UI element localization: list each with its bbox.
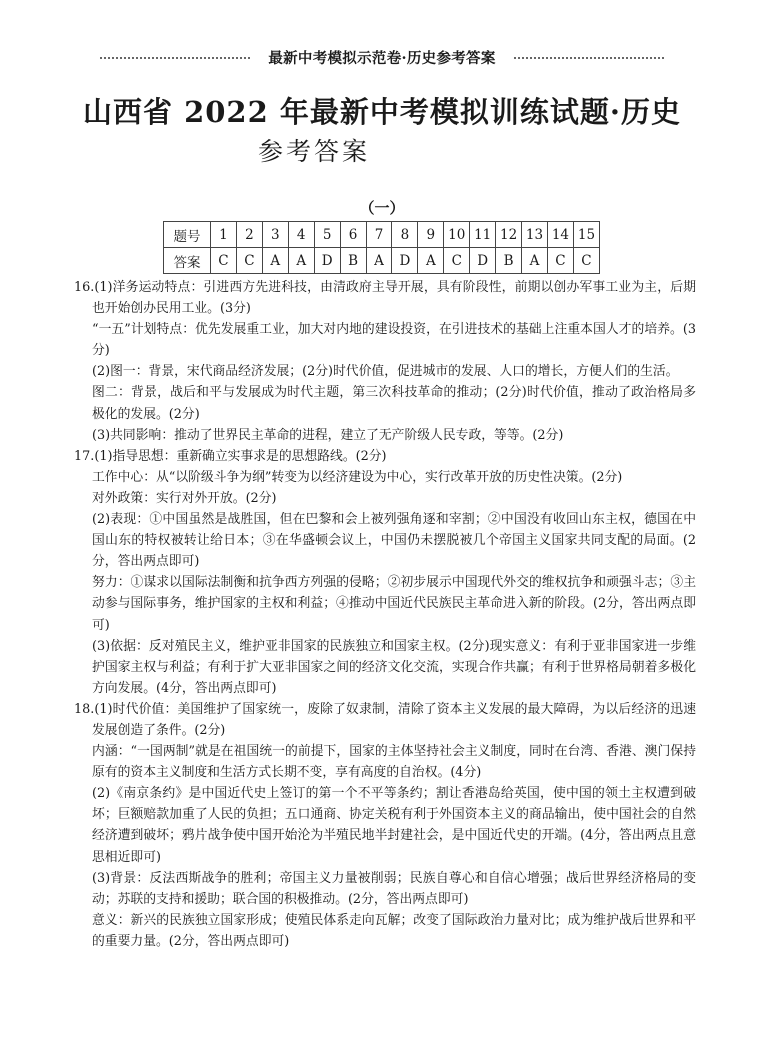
answer-cell: D: [314, 248, 340, 274]
answer-cell: C: [444, 248, 470, 274]
question-number-cell: 9: [418, 222, 444, 248]
answer-paragraph: “一五”计划特点：优先发展重工业，加大对内地的建设投资，在引进技术的基础上注重本国人才的培养。(3分): [92, 322, 696, 359]
question-number-cell: 7: [366, 222, 392, 248]
question-number-cell: 6: [340, 222, 366, 248]
answer-header: 答案: [164, 248, 211, 274]
question-number-cell: 15: [573, 222, 599, 248]
question-number-cell: 10: [444, 222, 470, 248]
answer-paragraph: 内涵：“一国两制”就是在祖国统一的前提下，国家的主体坚持社会主义制度，同时在台湾、香港、澳门保持原有的资本主义制度和生活方式长期不变，享有高度的自治权。(4分): [92, 744, 696, 781]
answer-cell: A: [522, 248, 548, 274]
page-subtitle: 参考答案: [258, 137, 371, 166]
answer-cell: A: [288, 248, 314, 274]
answer-cell: A: [262, 248, 288, 274]
header-dotted-rule-right: [514, 57, 664, 59]
answer-cell: A: [418, 248, 444, 274]
question-number-cell: 4: [288, 222, 314, 248]
answer-cell: A: [366, 248, 392, 274]
answer-paragraph: (2)《南京条约》是中国近代史上签订的第一个不平等条约；割让香港岛给英国，使中国的领土主权遭到破坏；巨额赔款加重了人民的负担；五口通商、协定关税有利于外国资本主义的商品输出，使中国社会的自然经济遭到破坏；鸦片战争使中国开始沦为半殖民地半封建社会，是中国近代史的开端。(4分，答出两点且意思相近即可): [92, 786, 696, 865]
answer-cell: B: [340, 248, 366, 274]
running-header-text: 最新中考模拟示范卷·历史参考答案: [268, 50, 496, 67]
answer-paragraph: (3)共同影响：推动了世界民主革命的进程，建立了无产阶级人民专政，等等。(2分): [92, 427, 564, 443]
answer-paragraph: 对外政策：实行对外开放。(2分): [92, 490, 277, 506]
running-header: [100, 44, 664, 70]
question-number-row: [164, 222, 600, 248]
answer-cell: C: [236, 248, 262, 274]
page-title: 山西省 2022 年最新中考模拟训练试题·历史: [82, 95, 681, 129]
question-number-cell: 11: [470, 222, 496, 248]
answer-cell: D: [392, 248, 418, 274]
question-number-header: 题号: [164, 222, 211, 248]
answer-paragraph: (2)表现：①中国虽然是战胜国，但在巴黎和会上被列强角逐和宰割；②中国没有收回山东主权，德国在中国山东的特权被转让给日本；③在华盛顿会议上，中国仍未摆脱被几个帝国主义国家共同支配的局面。(2分，答出两点即可): [92, 512, 696, 570]
question-number-cell: 14: [547, 222, 573, 248]
answer-paragraph: (2)图一：背景，宋代商品经济发展；(2分)时代价值，促进城市的发展、人口的增长，方便人们的生活。: [92, 364, 679, 380]
question-number-cell: 12: [496, 222, 522, 248]
answer-cell: C: [211, 248, 237, 274]
question-number-cell: 5: [314, 222, 340, 248]
question-number-cell: 13: [522, 222, 548, 248]
section-label: （一）: [359, 199, 405, 217]
question-18-part-1: 18.(1)时代价值：美国维护了国家统一，废除了奴隶制，清除了资本主义发展的最大障碍，为以后经济的迅速发展创造了条件。(2分): [74, 701, 696, 738]
answer-paragraph: 图二：背景，战后和平与发展成为时代主题，第三次科技革命的推动；(2分)时代价值，推动了政治格局多极化的发展。(2分): [92, 385, 696, 422]
answer-cell: C: [547, 248, 573, 274]
answer-paragraph: 工作中心：从“以阶级斗争为纲”转变为以经济建设为中心，实行改革开放的历史性决策。(2分): [92, 469, 623, 485]
question-16-part-1: 16.(1)洋务运动特点：引进西方先进科技，由清政府主导开展，具有阶段性，前期以创办军事工业为主，后期也开始创办民用工业。(3分): [74, 280, 696, 317]
answer-table: [163, 221, 600, 274]
question-number-cell: 3: [262, 222, 288, 248]
answer-paragraph: 意义：新兴的民族独立国家形成；使殖民体系走向瓦解；改变了国际政治力量对比；成为维护战后世界和平的重要力量。(2分，答出两点即可): [92, 912, 696, 949]
answer-cell: D: [470, 248, 496, 274]
answer-explanations: [74, 277, 696, 952]
question-number-cell: 8: [392, 222, 418, 248]
question-number-cell: 1: [211, 222, 237, 248]
answer-cell: B: [496, 248, 522, 274]
answer-paragraph: (3)背景：反法西斯战争的胜利；帝国主义力量被削弱；民族自尊心和自信心增强；战后世界经济格局的变动；苏联的支持和援助；联合国的积极推动。(2分，答出两点即可): [92, 870, 696, 907]
answer-cell: C: [573, 248, 599, 274]
answer-row: [164, 248, 600, 274]
answer-paragraph: 努力：①谋求以国际法制衡和抗争西方列强的侵略；②初步展示中国现代外交的维权抗争和顽强斗志；③主动参与国际事务，维护国家的主权和利益；④推动中国近代民族民主革命进入新的阶段。(2分，答出两点即可): [92, 575, 696, 633]
question-17-part-1: 17.(1)指导思想：重新确立实事求是的思想路线。(2分): [74, 448, 387, 464]
answer-paragraph: (3)依据：反对殖民主义，维护亚非国家的民族独立和国家主权。(2分)现实意义：有利于亚非国家进一步维护国家主权与利益；有利于扩大亚非国家之间的经济文化交流，实现合作共赢；有利于世界格局朝着多极化方向发展。(4分，答出两点即可): [92, 638, 696, 696]
question-number-cell: 2: [236, 222, 262, 248]
